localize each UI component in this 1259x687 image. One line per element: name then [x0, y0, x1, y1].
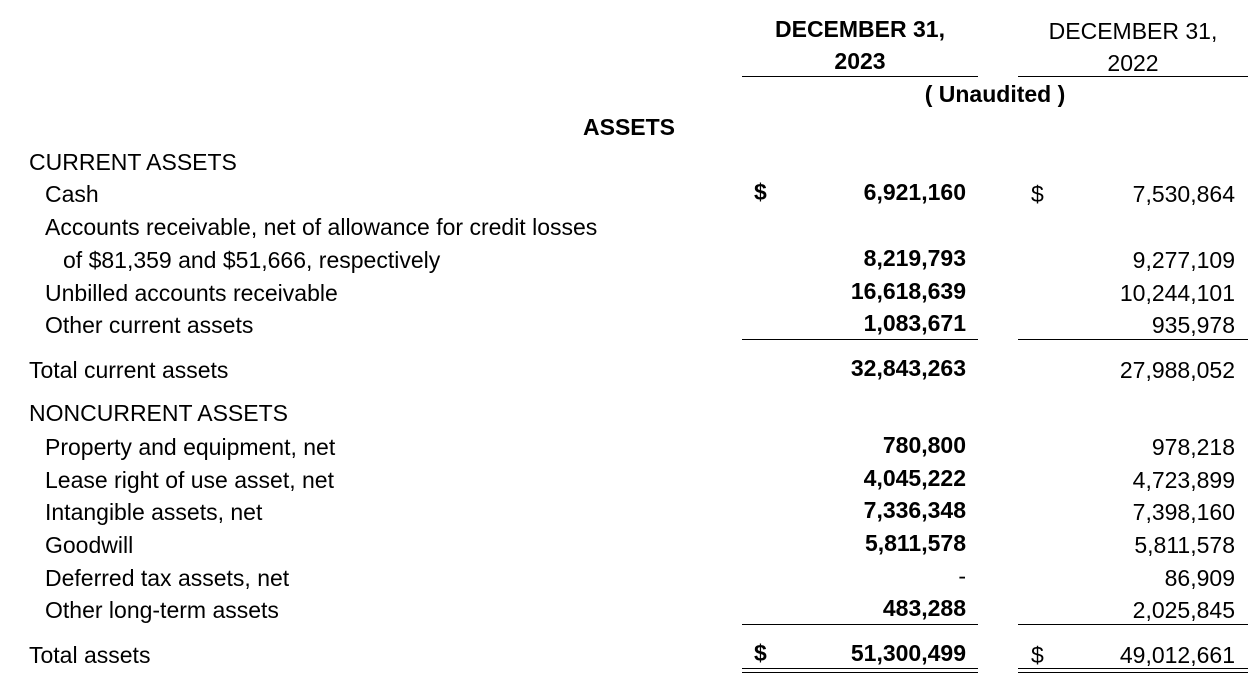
- unaudited-label: ( Unaudited ): [924, 81, 1066, 107]
- unbilled-label: Unbilled accounts receivable: [45, 280, 338, 306]
- current-assets-heading: CURRENT ASSETS: [29, 149, 237, 175]
- other-current-2022-value: 935,978: [1151, 312, 1235, 338]
- other-current-2023-value: 1,083,671: [863, 310, 966, 336]
- other-current-label: Other current assets: [45, 312, 254, 338]
- ar-2023-value: 8,219,793: [863, 245, 966, 271]
- total-rule-2022: [1018, 624, 1248, 625]
- total-assets-label: Total assets: [29, 642, 151, 668]
- col-2023-header-line2: 2023: [834, 48, 886, 74]
- ppe-label: Property and equipment, net: [45, 434, 336, 460]
- ar-label-line1: Accounts receivable, net of allowance for credit losses: [45, 214, 598, 240]
- dta-2023-value: -: [958, 563, 966, 589]
- unbilled-2023-value: 16,618,639: [850, 278, 966, 304]
- cash-2023-currency: $: [754, 179, 767, 205]
- double-rule-2022-a: [1018, 668, 1248, 669]
- intangibles-2023-value: 7,336,348: [863, 497, 966, 523]
- ar-2022-value: 9,277,109: [1132, 247, 1235, 273]
- olta-label: Other long-term assets: [45, 597, 279, 623]
- lease-label: Lease right of use asset, net: [45, 467, 334, 493]
- total-current-label: Total current assets: [29, 357, 229, 383]
- subtotal-rule-2023: [742, 339, 978, 340]
- total-assets-2023-value: 51,300,499: [850, 640, 966, 666]
- total-rule-2023: [742, 624, 978, 625]
- subtotal-rule-2022: [1018, 339, 1248, 340]
- ppe-2023-value: 780,800: [882, 432, 966, 458]
- total-assets-2023-currency: $: [754, 640, 767, 666]
- double-rule-2023-a: [742, 668, 978, 669]
- intangibles-label: Intangible assets, net: [45, 499, 263, 525]
- goodwill-2022-value: 5,811,578: [1134, 532, 1235, 558]
- cash-2022-value: 7,530,864: [1132, 181, 1235, 207]
- unbilled-2022-value: 10,244,101: [1119, 280, 1235, 306]
- double-rule-2022-b: [1018, 672, 1248, 673]
- col-2023-header-line1: DECEMBER 31,: [775, 16, 945, 42]
- intangibles-2022-value: 7,398,160: [1132, 499, 1235, 525]
- cash-2023-value: 6,921,160: [863, 179, 966, 205]
- total-current-2022-value: 27,988,052: [1119, 357, 1235, 383]
- ppe-2022-value: 978,218: [1151, 434, 1235, 460]
- lease-2023-value: 4,045,222: [863, 465, 966, 491]
- double-rule-2023-b: [742, 672, 978, 673]
- olta-2022-value: 2,025,845: [1132, 597, 1235, 623]
- cash-label: Cash: [45, 181, 99, 207]
- dta-label: Deferred tax assets, net: [45, 565, 290, 591]
- cash-2022-currency: $: [1031, 181, 1044, 207]
- dta-2022-value: 86,909: [1164, 565, 1235, 591]
- total-current-2023-value: 32,843,263: [850, 355, 966, 381]
- ar-label-line2: of $81,359 and $51,666, respectively: [63, 247, 441, 273]
- section-title: ASSETS: [583, 114, 676, 140]
- total-assets-2022-currency: $: [1031, 642, 1044, 668]
- noncurrent-assets-heading: NONCURRENT ASSETS: [29, 400, 289, 426]
- goodwill-2023-value: 5,811,578: [864, 530, 966, 556]
- col-2022-header-line2: 2022: [1107, 50, 1159, 76]
- col-2022-header-line1: DECEMBER 31,: [1048, 18, 1218, 44]
- total-assets-2022-value: 49,012,661: [1119, 642, 1235, 668]
- olta-2023-value: 483,288: [882, 595, 966, 621]
- col-2023-header-rule: [742, 76, 978, 77]
- goodwill-label: Goodwill: [45, 532, 134, 558]
- lease-2022-value: 4,723,899: [1132, 467, 1235, 493]
- col-2022-header-rule: [1018, 76, 1248, 77]
